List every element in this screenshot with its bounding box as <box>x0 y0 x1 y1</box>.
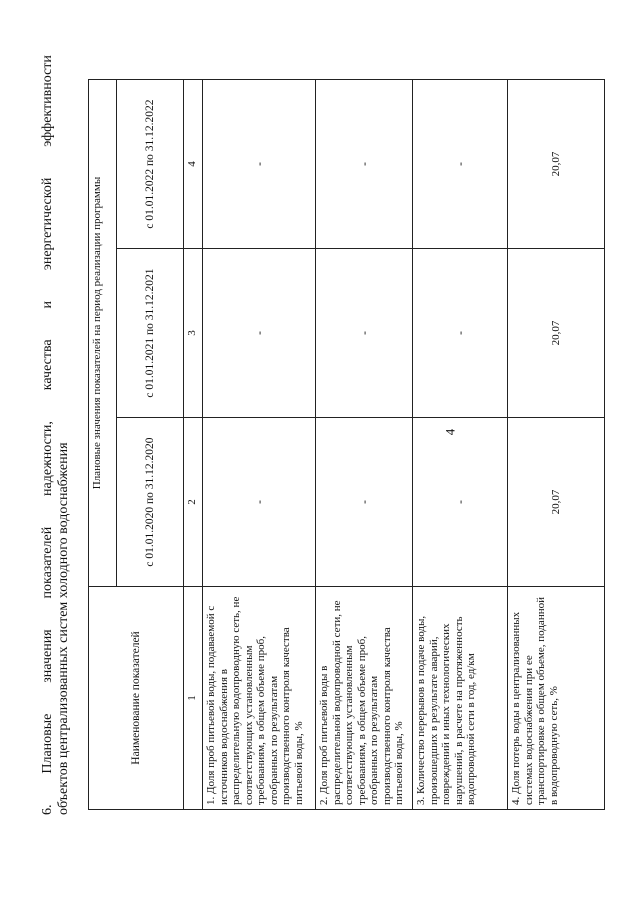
column-index: 2 <box>184 418 203 587</box>
header-period: с 01.01.2020 по 31.12.2020 <box>117 418 184 587</box>
heading-line-2: объектов централизованных систем холодного водоснабжения <box>56 442 71 815</box>
indicators-table <box>88 79 605 810</box>
column-index: 1 <box>184 587 203 810</box>
indicator-value: - <box>316 418 413 587</box>
indicator-name: 1. Доля проб питьевой воды, подаваемой с источников водоснабжения в распределительную водопроводную сеть, не соответствующих установленным требованиям, в общем объеме проб, отобранных по результатам производственного контроля качества питьевой воды, % <box>203 587 316 810</box>
indicator-name: 4. Доля потерь воды в централизованных системах водоснабжения при ее транспортировке в общем объеме, поданной в водопроводную сеть, % <box>508 587 605 810</box>
heading-word: энергетической <box>40 177 55 271</box>
indicator-value: - <box>203 80 316 249</box>
indicator-value: 20,07 <box>508 249 605 418</box>
header-group: Плановые значения показателей на период реализации программы <box>89 80 117 587</box>
column-index: 4 <box>184 80 203 249</box>
page-number: 4 <box>442 428 458 436</box>
indicator-name: 2. Доля проб питьевой воды в распределительной водопроводной сети, не соответствующих установленным требованиям, в общем объеме проб, отобранных по результатам производственного контроля качества питьевой воды, % <box>316 587 413 810</box>
header-period: с 01.01.2022 по 31.12.2022 <box>117 80 184 249</box>
table-row <box>508 80 605 810</box>
indicator-value: 20,07 <box>508 80 605 249</box>
heading-word: показателей <box>40 526 55 599</box>
column-index: 3 <box>184 249 203 418</box>
indicator-value: - <box>413 249 508 418</box>
heading-word: и <box>40 301 55 309</box>
indicator-name: 3. Количество перерывов в подаче воды, произошедших в результате аварий, повреждений и иных технологических нарушений, в расчете на протяженность водопроводной сети в год, ед/км <box>413 587 508 810</box>
section-heading <box>40 55 72 815</box>
table-row <box>413 80 508 810</box>
header-name: Наименование показателей <box>89 587 184 810</box>
table-row <box>203 80 316 810</box>
indicator-value: - <box>316 249 413 418</box>
indicator-value: - <box>203 418 316 587</box>
indicator-value: - <box>413 80 508 249</box>
heading-word: Плановые <box>40 713 55 774</box>
heading-line-1 <box>40 55 56 815</box>
indicator-value: - <box>316 80 413 249</box>
heading-word: надежности, <box>40 421 55 496</box>
table-row <box>316 80 413 810</box>
header-period: с 01.01.2021 по 31.12.2021 <box>117 249 184 418</box>
indicator-value: - <box>413 418 508 587</box>
heading-word: 6. <box>40 804 55 815</box>
heading-word: значения <box>40 629 55 683</box>
heading-word: качества <box>40 339 55 391</box>
indicator-value: - <box>203 249 316 418</box>
indicator-value: 20,07 <box>508 418 605 587</box>
heading-word: эффективности <box>40 55 55 147</box>
